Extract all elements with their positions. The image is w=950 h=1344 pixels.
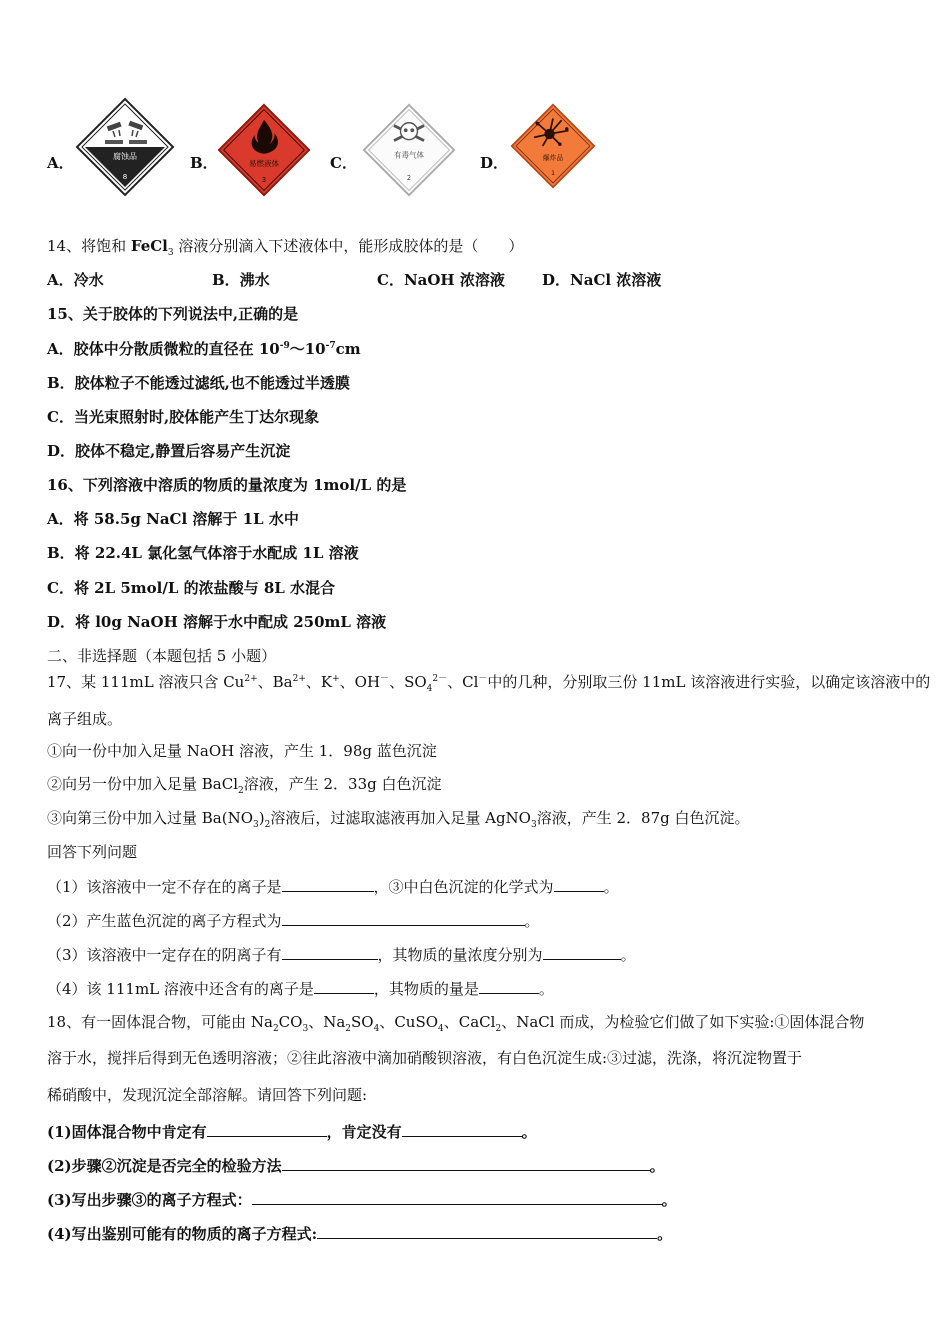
q17-step-1: ①向一份中加入足量 NaOH 溶液，产生 1．98g 蓝色沉淀 [47, 742, 437, 760]
q18-stem-line-2: 溶于水，搅拌后得到无色透明溶液；②往此溶液中滴加硝酸钡溶液，有白色沉淀生成:③过滤，洗涤，将沉淀物置于 [47, 1049, 803, 1067]
q15-option-a[interactable]: A．胶体中分散质微粒的直径在 $10^{-9}\sim 10^{-7}cm$ [47, 340, 361, 358]
q16-stem: 16、下列溶液中溶质的物质的量浓度为 1mol/L 的是 [47, 476, 407, 494]
corrosive-number: 8 [122, 173, 128, 181]
flammable-label: 易燃液体 [248, 158, 280, 168]
q17-answer-prompt: 回答下列问题 [47, 843, 138, 861]
q18-p2-blank[interactable] [282, 1155, 650, 1171]
corrosive-sign[interactable] [75, 97, 175, 197]
q17-part-3: （3）该溶液中一定存在的阴离子有 ，其物质的量浓度分别为 。 [47, 946, 636, 964]
explosive-label: 爆炸品 [542, 153, 564, 162]
q18-part-4: (4)写出鉴别可能有的物质的离子方程式: 。 [47, 1225, 673, 1243]
q18-p4-blank[interactable] [317, 1223, 657, 1239]
q14-option-c[interactable]: C．NaOH 浓溶液 [377, 271, 505, 289]
q16-option-b[interactable]: B．将 22.4L 氯化氢气体溶于水配成 1L 溶液 [47, 544, 359, 562]
q17-p1-blank-2[interactable] [554, 876, 604, 892]
q15-option-d[interactable]: D．胶体不稳定,静置后容易产生沉淀 [47, 442, 291, 460]
q18-p3-blank[interactable] [252, 1189, 662, 1205]
section-2-title: 二、非选择题（本题包括 5 小题） [47, 647, 277, 665]
q17-p3-blank-1[interactable] [282, 944, 378, 960]
q17-part-1: （1）该溶液中一定不存在的离子是 ，③中白色沉淀的化学式为 。 [47, 878, 619, 896]
q14-option-a[interactable]: A．冷水 [47, 271, 104, 289]
q18-part-2: (2)步骤②沉淀是否完全的检验方法 。 [47, 1157, 665, 1175]
flammable-liquid-sign[interactable] [217, 103, 311, 197]
q17-step-3: ③向第三份中加入过量 $Ba(NO_3)_2$溶液后，过滤取滤液再加入足量 AgNO$_3$溶液，产生 2．87g 白色沉淀。 [47, 809, 750, 830]
option-b-letter[interactable]: B． [190, 154, 218, 172]
explosive-sign[interactable] [510, 103, 596, 189]
q16-option-d[interactable]: D．将 l0g NaOH 溶解于水中配成 250mL 溶液 [47, 613, 387, 631]
q14-options [47, 270, 661, 290]
q14-stem: 14、将饱和 FeCl$_3$ 溶液分别滴入下述液体中，能形成胶体的是（ ） [47, 237, 524, 258]
q17-p4-blank-2[interactable] [479, 978, 539, 994]
option-c-letter[interactable]: C． [330, 154, 357, 172]
q15-option-c[interactable]: C．当光束照射时,胶体能产生丁达尔现象 [47, 408, 320, 426]
q17-part-2: （2）产生蓝色沉淀的离子方程式为 。 [47, 912, 540, 930]
toxic-gas-sign[interactable] [359, 103, 459, 197]
q17-stem-line-2: 离子组成。 [47, 710, 123, 728]
q17-p1-blank-1[interactable] [282, 876, 374, 892]
q18-stem-line-1: 18、有一固体混合物，可能由 $Na_2CO_3$、$Na_2SO_4$、CuSO$_4$、CaCl$_2$、NaCl 而成，为检验它们做了如下实验:①固体混合物 [47, 1013, 865, 1034]
corrosive-label: 腐蚀品 [113, 152, 137, 161]
toxic-label: 有毒气体 [393, 150, 425, 160]
q18-p1-blank-2[interactable] [402, 1121, 522, 1137]
q14-option-d[interactable]: D．NaCl 浓溶液 [542, 271, 662, 289]
q17-p2-blank[interactable] [282, 910, 525, 926]
toxic-number: 2 [406, 174, 412, 183]
q18-stem-line-3: 稀硝酸中，发现沉淀全部溶解。请回答下列问题: [47, 1086, 368, 1104]
option-d-letter[interactable]: D． [480, 154, 509, 172]
option-a-letter[interactable]: A． [47, 154, 74, 172]
hazard-sign-options [47, 95, 647, 205]
q18-part-3: (3)写出步骤③的离子方程式： 。 [47, 1191, 677, 1209]
q14-option-b[interactable]: B．沸水 [212, 271, 270, 289]
q16-option-a[interactable]: A．将 58.5g NaCl 溶解于 1L 水中 [47, 510, 299, 528]
q18-p1-blank-1[interactable] [207, 1121, 327, 1137]
q17-part-4: （4）该 111mL 溶液中还含有的离子是 ，其物质的量是 。 [47, 980, 554, 998]
q15-option-b[interactable]: B．胶体粒子不能透过滤纸,也不能透过半透膜 [47, 374, 350, 392]
q17-p3-blank-2[interactable] [543, 944, 621, 960]
q17-stem-line-1: 17、某 111mL 溶液只含 $Cu^{2+}$、$Ba^{2+}$、K+、OH－、$SO_4^{2-}$、Cl－中的几种，分别取三份 11mL 该溶液进行实验，以确定该溶液中的 [47, 673, 931, 694]
flammable-number: 3 [261, 175, 267, 184]
explosive-number: 1 [551, 170, 555, 178]
q17-p4-blank-1[interactable] [314, 978, 374, 994]
q17-step-2: ②向另一份中加入足量 BaCl$_2$溶液，产生 2．33g 白色沉淀 [47, 775, 442, 796]
q18-part-1: (1)固体混合物中肯定有 ，肯定没有 。 [47, 1123, 537, 1141]
q15-stem: 15、关于胶体的下列说法中,正确的是 [47, 305, 299, 323]
q16-option-c[interactable]: C．将 2L 5mol/L 的浓盐酸与 8L 水混合 [47, 579, 336, 597]
